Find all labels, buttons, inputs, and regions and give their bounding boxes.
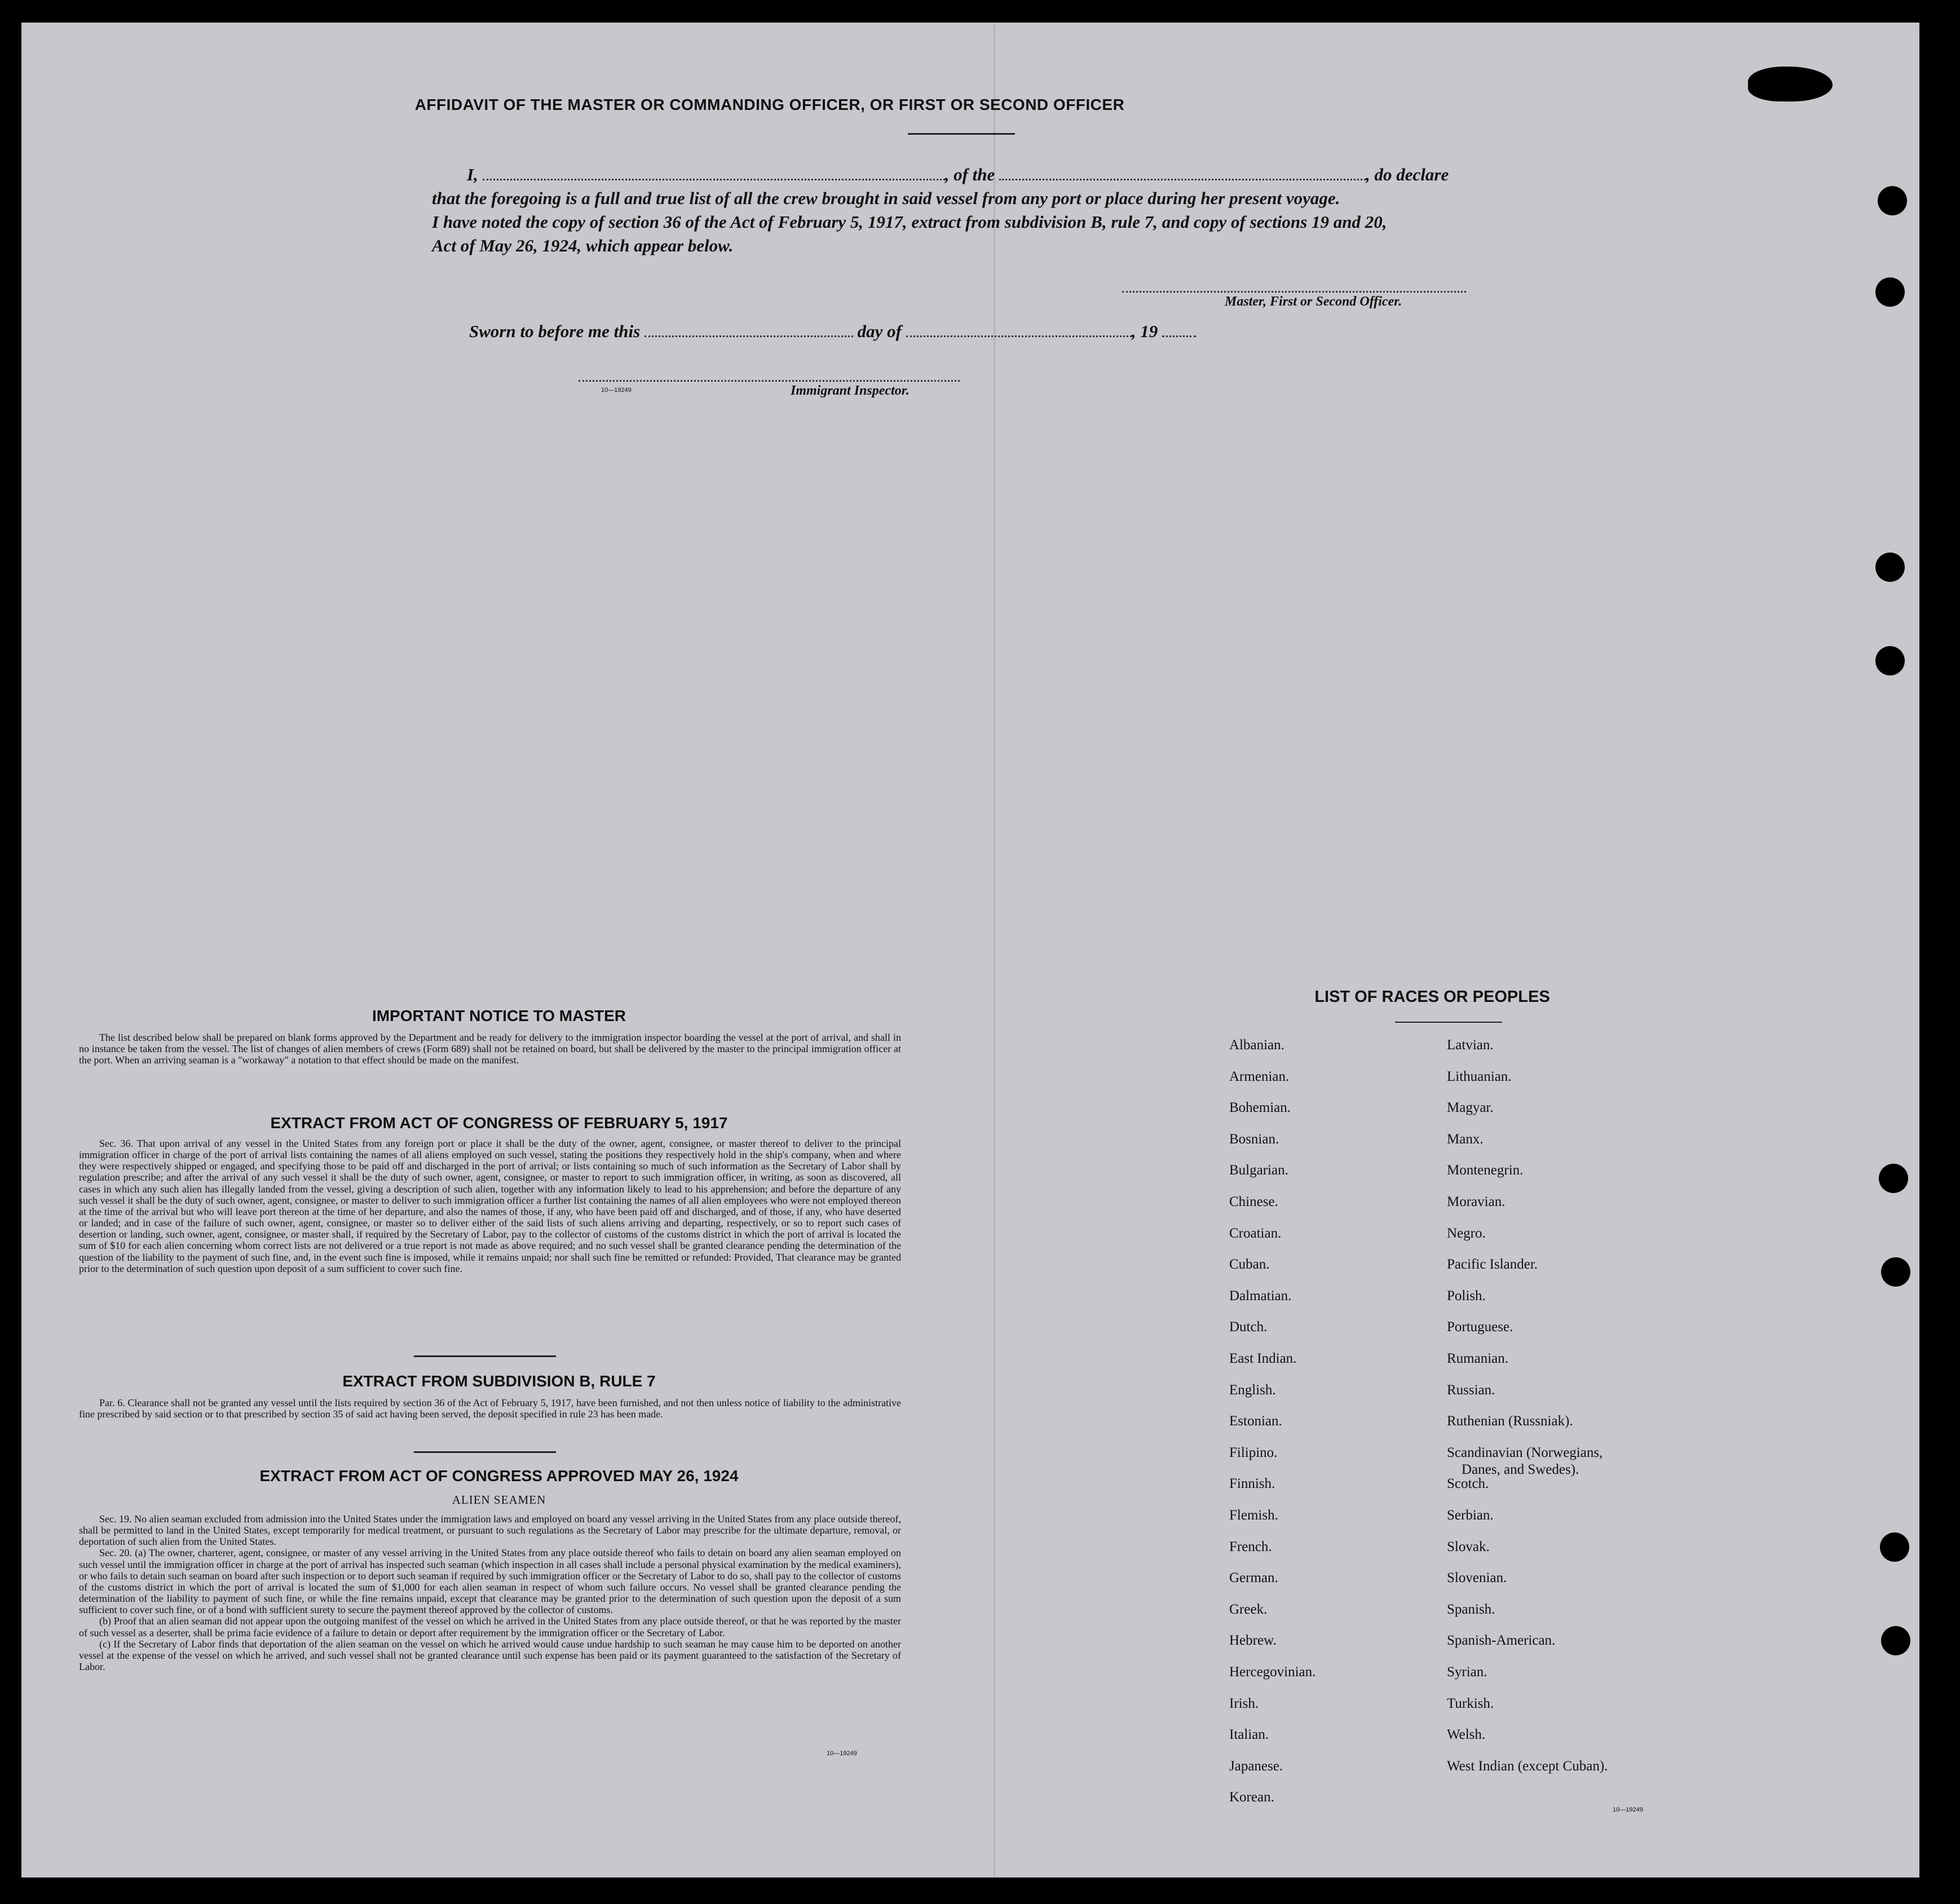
vessel-name-field[interactable] xyxy=(999,179,1366,180)
notice-title: IMPORTANT NOTICE TO MASTER xyxy=(372,1007,626,1024)
race-item: Hercegovinian. xyxy=(1229,1664,1316,1680)
master-signature-label: Master, First or Second Officer. xyxy=(1225,294,1402,309)
race-item: Bosnian. xyxy=(1229,1131,1279,1147)
section-19-paragraph: Sec. 19. No alien seaman excluded from admission into the United States under the immigration laws and employed on board any vessel arriving in the United States from any place outside thereof, shall be permitted to land in the United States, except temporarily for medical treatment, or pursuant to such regulations as the Secretary of Labor may prescribe for the ultimate departure, removal, or deportation of such alien from the United States. xyxy=(79,1513,901,1548)
affidavit-line-2: that the foregoing is a full and true list of all the crew brought in said vessel from any port or place during her present voyage. xyxy=(432,188,1340,208)
extract-form-number: 10—19249 xyxy=(827,1750,857,1757)
declare-text: , do declare xyxy=(1366,165,1449,184)
extract-1924-title: EXTRACT FROM ACT OF CONGRESS APPROVED MAY 26, 1924 xyxy=(259,1467,739,1485)
ink-blot xyxy=(1748,67,1833,101)
race-item: Latvian. xyxy=(1447,1037,1494,1053)
race-item: Pacific Islander. xyxy=(1447,1257,1538,1273)
race-item: Slovak. xyxy=(1447,1539,1490,1554)
section-rule xyxy=(414,1355,556,1357)
sworn-day-label: day of xyxy=(857,321,902,341)
sworn-year-field[interactable] xyxy=(1162,335,1196,337)
affidavit-line-4: Act of May 26, 1924, which appear below. xyxy=(432,236,734,255)
punch-hole xyxy=(1881,1626,1910,1655)
section-20b-paragraph: (b) Proof that an alien seaman did not appear upon the outgoing manifest of the vessel on which he arrived in the United States from any place outside thereof, or that he was reported by the master of such vessel as a deserter, shall be prima facie evidence of a failure to detain or deport after requirement by the immigration officer or the Secretary of Labor. xyxy=(79,1615,901,1638)
punch-hole xyxy=(1881,1257,1910,1287)
race-item: Cuban. xyxy=(1229,1257,1270,1273)
race-item: French. xyxy=(1229,1539,1272,1554)
inspector-signature-field[interactable] xyxy=(579,380,960,382)
race-item: Manx. xyxy=(1447,1131,1484,1147)
race-item: Scotch. xyxy=(1447,1476,1489,1492)
race-item: East Indian. xyxy=(1229,1351,1297,1366)
race-item: Danes, and Swedes). xyxy=(1462,1461,1579,1477)
title-rule xyxy=(908,133,1015,135)
race-item: Negro. xyxy=(1447,1225,1486,1241)
section-rule xyxy=(414,1451,556,1453)
race-item: Russian. xyxy=(1447,1382,1495,1398)
inspector-label: Immigrant Inspector. xyxy=(791,383,910,398)
race-item: Chinese. xyxy=(1229,1194,1278,1209)
section-20c-paragraph: (c) If the Secretary of Labor finds that deportation of the alien seaman on the vessel on which he arrived would cause undue hardship to such seaman he may cause him to be deported on another vessel at the expense of the vessel on which he arrived, and such vessel shall not be granted clearance until such expense has been paid or its payment guaranteed to the satisfaction of the Secretary of Labor. xyxy=(79,1638,901,1673)
race-item: Polish. xyxy=(1447,1288,1486,1304)
punch-hole xyxy=(1875,646,1905,675)
race-item: Serbian. xyxy=(1447,1508,1494,1523)
race-item: Korean. xyxy=(1229,1790,1274,1805)
race-item: German. xyxy=(1229,1570,1278,1586)
race-item: Lithuanian. xyxy=(1447,1068,1512,1084)
races-title: LIST OF RACES OR PEOPLES xyxy=(1314,988,1550,1006)
center-fold xyxy=(994,23,995,1878)
master-signature-field[interactable] xyxy=(1122,291,1466,293)
notice-text xyxy=(79,1032,901,1066)
race-item: Albanian. xyxy=(1229,1037,1284,1053)
punch-hole xyxy=(1875,553,1905,582)
race-item: Dalmatian. xyxy=(1229,1288,1292,1304)
race-item: Armenian. xyxy=(1229,1068,1290,1084)
race-item: Croatian. xyxy=(1229,1225,1282,1241)
sworn-prefix: Sworn to before me this xyxy=(469,321,641,341)
extract-1924-text xyxy=(79,1513,901,1672)
race-item: Portuguese. xyxy=(1447,1319,1513,1335)
race-item: Finnish. xyxy=(1229,1476,1275,1492)
race-item: Irish. xyxy=(1229,1695,1259,1711)
race-item: Japanese. xyxy=(1229,1758,1283,1774)
race-item: Spanish. xyxy=(1447,1601,1495,1617)
race-item: Filipino. xyxy=(1229,1444,1278,1460)
race-item: Dutch. xyxy=(1229,1319,1268,1335)
race-item: Turkish. xyxy=(1447,1695,1494,1711)
sworn-line xyxy=(469,321,1196,342)
race-item: Spanish-American. xyxy=(1447,1633,1556,1649)
race-item: Bohemian. xyxy=(1229,1100,1291,1116)
affidavit-title: AFFIDAVIT OF THE MASTER OR COMMANDING OFFICER, OR FIRST OR SECOND OFFICER xyxy=(414,96,1125,113)
punch-hole xyxy=(1879,1164,1908,1193)
race-item: Slovenian. xyxy=(1447,1570,1507,1586)
race-item: Syrian. xyxy=(1447,1664,1487,1680)
race-item: English. xyxy=(1229,1382,1276,1398)
race-item: Greek. xyxy=(1229,1601,1268,1617)
punch-hole xyxy=(1875,277,1905,307)
sworn-year-label: , 19 xyxy=(1131,321,1158,341)
sworn-month-field[interactable] xyxy=(906,335,1132,337)
race-item: Welsh. xyxy=(1447,1727,1486,1743)
races-title-rule xyxy=(1395,1022,1502,1023)
race-item: Scandinavian (Norwegians, xyxy=(1447,1444,1603,1460)
extract-1917-text xyxy=(79,1138,901,1274)
race-item: Hebrew. xyxy=(1229,1633,1277,1649)
race-item: Rumanian. xyxy=(1447,1351,1509,1366)
affidavit-declaration-line xyxy=(467,165,1449,185)
race-item: Estonian. xyxy=(1229,1413,1282,1429)
punch-hole xyxy=(1878,186,1907,215)
extract-rule7-title: EXTRACT FROM SUBDIVISION B, RULE 7 xyxy=(342,1372,656,1390)
alien-seamen-subtitle: ALIEN SEAMEN xyxy=(452,1493,546,1507)
declarant-prefix: I, xyxy=(467,165,478,184)
inspector-form-number: 10—19249 xyxy=(601,387,632,394)
race-item: Moravian. xyxy=(1447,1194,1506,1209)
section-36-paragraph: Sec. 36. That upon arrival of any vessel in the United States from any foreign port or place it shall be the duty of the owner, agent, consignee, or master thereof to deliver to the principal immigration officer in charge of the port of arrival lists containing the names of all aliens employed on such vessel, stating the positions they respectively hold in the ship's company, when and where they were respectively shipped or engaged, and specifying those to be paid off and discharged in the port of arrival; or lists containing so much of such information as the Secretary of Labor shall by regulation prescribe; and after the arrival of any such vessel it shall be the duty of such owner, agent, consignee, or master to report to such immigration officer, in writing, as soon as discovered, all cases in which any such alien has illegally landed from the vessel, giving a description of such alien, together with any information likely to lead to his apprehension; and before the departure of any such vessel it shall be the duty of such owner, agent, consignee, or master to deliver to such immigration officer a further list containing the names of all alien employees who were not employed thereon at the time of the arrival but who will leave port thereon at the time of her departure, and also the names of those, if any, who have been paid off and discharged, and of those, if any, who have deserted or landed; and in case of the failure of such owner, agent, consignee, or master so to deliver either of the said lists of such aliens arriving and departing, respectively, or so to report such cases of desertion or landing, such owner, agent, consignee, or master shall, if required by the Secretary of Labor, pay to the collector of customs of the customs district in which the port of arrival is located the sum of $10 for each alien concerning whom correct lists are not delivered or a true report is not made as above required; and no such vessel shall be granted clearance pending the determination of the question of the liability to the payment of such fine, and, in the event such fine is imposed, while it remains unpaid; nor shall such fine be remitted or refunded: Provided, That clearance may be granted prior to the determination of such question upon deposit of a sum sufficient to cover such fine. xyxy=(79,1138,901,1274)
extract-1917-title: EXTRACT FROM ACT OF CONGRESS OF FEBRUARY 5, 1917 xyxy=(270,1114,728,1132)
race-item: Italian. xyxy=(1229,1727,1269,1743)
affidavit-line-3: I have noted the copy of section 36 of the Act of February 5, 1917, extract from subdivision B, rule 7, and copy of sections 19 and 20, xyxy=(432,212,1387,232)
vessel-prefix: , of the xyxy=(944,165,995,184)
rule7-paragraph: Par. 6. Clearance shall not be granted any vessel until the lists required by section 36 of the Act of February 5, 1917, have been furnished, and not then unless notice of liability to the administrative fine prescribed by said section or to that prescribed by section 35 of said act having been served, the deposit specified in rule 23 has been made. xyxy=(79,1397,901,1420)
race-item: Bulgarian. xyxy=(1229,1163,1288,1178)
sworn-date-field[interactable] xyxy=(644,335,853,337)
races-form-number: 10—19249 xyxy=(1613,1806,1643,1813)
race-item: Ruthenian (Russniak). xyxy=(1447,1413,1573,1429)
race-item: Flemish. xyxy=(1229,1508,1278,1523)
race-item: West Indian (except Cuban). xyxy=(1447,1758,1608,1774)
punch-hole xyxy=(1880,1532,1909,1562)
race-item: Magyar. xyxy=(1447,1100,1494,1116)
notice-paragraph: The list described below shall be prepared on blank forms approved by the Department and be ready for delivery to the immigration inspector boarding the vessel at the port of arrival, and shall in no instance be taken from the vessel. The list of changes of alien members of crews (Form 689) shall not be retained on board, but shall be delivered by the master to the principal immigration officer at the port. When an arriving seaman is a "workaway" a notation to that effect should be made on the manifest. xyxy=(79,1032,901,1066)
extract-rule7-text xyxy=(79,1397,901,1420)
race-item: Montenegrin. xyxy=(1447,1163,1524,1178)
declarant-name-field[interactable] xyxy=(483,179,945,180)
section-20a-paragraph: Sec. 20. (a) The owner, charterer, agent, consignee, or master of any vessel arriving in the United States from any place outside thereof who fails to detain on board any alien seaman employed on such vessel until the immigration officer in charge at the port of arrival has inspected such seaman (which inspection in all cases shall include a personal physical examination by the medical examiners), or who fails to detain such seaman on board after such inspection or to deport such seaman if required by such immigration officer or the Secretary of Labor to do so, shall pay to the collector of customs of the customs district in which the port of arrival is located the sum of $1,000 for each alien seaman in respect of whom such failure occurs. No vessel shall be granted clearance pending the determination of the liability to payment of such fine, or while the fine remains unpaid, except that clearance may be granted prior to the determination of such question upon the deposit of a sum sufficient to cover such fine, or of a bond with sufficient surety to secure the payment thereof approved by the collector of customs. xyxy=(79,1547,901,1616)
